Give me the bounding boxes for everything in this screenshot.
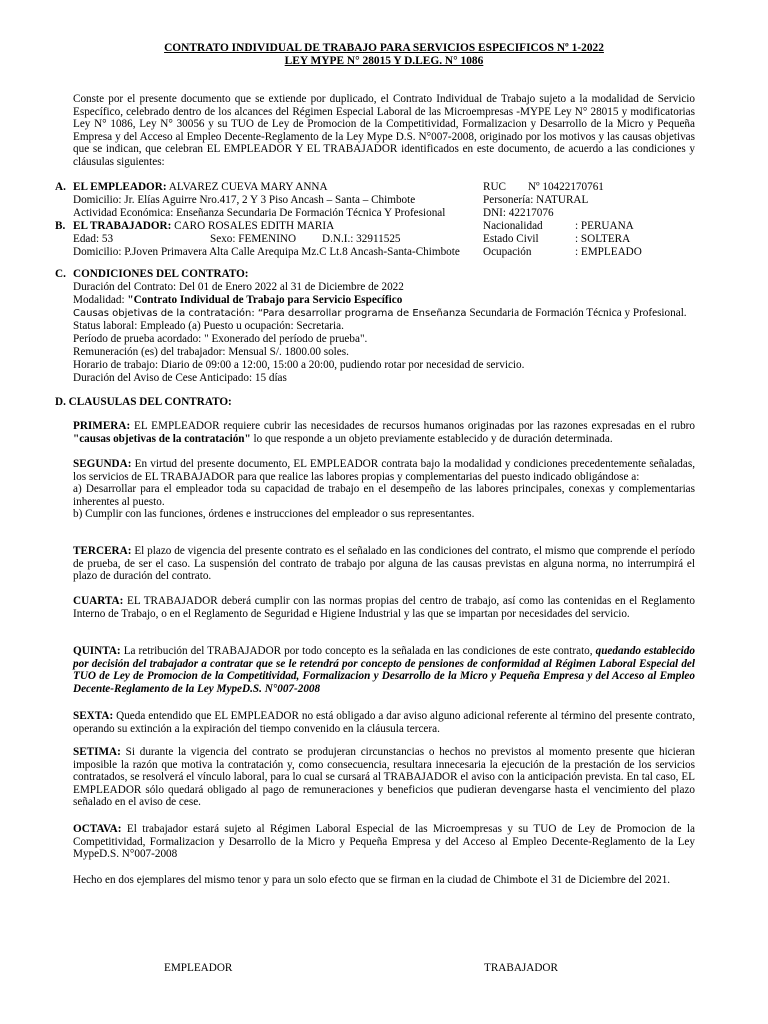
worker-nacionalidad-value: : PERUANA <box>575 220 634 232</box>
worker-name: CARO ROSALES EDITH MARIA <box>171 220 335 232</box>
conditions-heading: CONDICIONES DEL CONTRATO: <box>73 268 249 280</box>
tercera-text: El plazo de vigencia del presente contrato es el señalado en las condiciones del contrato, el mismo que comprende el período de prueba, de ser el caso. La suspensión del contrato de trabajo por alguna de las causas previstas en alguna norma, no interrumpirá el plazo de duración del contrato. <box>73 545 695 583</box>
cond-causas-label: Causas objetivas de la contratación: “Para desarrollar programa de Enseñanza <box>73 308 467 319</box>
worker-ocupacion-value: : EMPLEADO <box>575 246 642 258</box>
worker-domicilio: Domicilio: P.Joven Primavera Alta Calle Arequipa Mz.C Lt.8 Ancash-Santa-Chimbote <box>73 246 460 258</box>
sexta-text: Queda entendido que EL EMPLEADOR no está obligado a dar aviso alguno adicional referente al término del presente contrato, operando su extinción a la expiración del tiempo convenido en la cláusula tercera. <box>73 710 695 735</box>
worker-edad: Edad: 53 <box>73 233 114 245</box>
primera-text-a: EL EMPLEADOR requiere cubrir las necesidades de recursos humanos originadas por las razones expresadas en el rubro <box>130 420 695 432</box>
employer-actividad: Actividad Económica: Enseñanza Secundaria De Formación Técnica Y Profesional <box>73 207 446 219</box>
cond-modalidad-label: Modalidad: <box>73 294 128 306</box>
clause-segunda <box>73 458 695 521</box>
title-line-2: LEY MYPE N° 28015 Y D.LEG. N° 1086 <box>284 54 484 67</box>
intro-paragraph: Conste por el presente documento que se extiende por duplicado, el Contrato Individual de Trabajo sujeto a la modalidad de Servicio Específico, celebrado dentro de los alcances del Régimen Especial Laboral de las Microempresas -MYPE Ley N° 28015 y modificatorias Ley N° 1086, Ley N° 30056 y su TUO de Ley de Promocion de la Competitividad, Formalizacion y Desarrollo de la Micro y Pequeña Empresa y del Acceso al Empleo Decente-Reglamento de la Ley Mype D.S. N°007-2008, originado por los motivos y las causas objetivas que se indican, que celebran EL EMPLEADOR Y EL TRABAJADOR identificados en este documento, de acuerdo a las condiciones y cláusulas siguientes: <box>73 93 695 168</box>
cuarta-text: EL TRABAJADOR deberá cumplir con las normas propias del centro de trabajo, así como las contenidas en el Reglamento Interno de Trabajo, o en el Reglamento de Seguridad e Higiene Industrial y las que se impartan por necesidades del servicio. <box>73 595 695 620</box>
clause-sexta <box>73 710 695 735</box>
employer-personeria: Personería: NATURAL <box>483 194 589 206</box>
cond-causas <box>73 307 687 321</box>
employer-domicilio: Domicilio: Jr. Elías Aguirre Nro.417, 2 Y 3 Piso Ancash – Santa – Chimbote <box>73 194 416 206</box>
worker-nacionalidad-label: Nacionalidad <box>483 220 543 232</box>
primera-label: PRIMERA: <box>73 420 131 432</box>
clauses-heading: D. CLAUSULAS DEL CONTRATO: <box>55 396 232 408</box>
worker-ocupacion-label: Ocupación <box>483 246 532 258</box>
employer-ruc-label: RUC <box>483 181 507 193</box>
sexta-label: SEXTA: <box>73 710 114 722</box>
cond-modalidad <box>73 294 402 307</box>
clause-primera <box>73 420 695 445</box>
worker-sexo: Sexo: FEMENINO <box>210 233 297 245</box>
octava-label: OCTAVA: <box>73 823 122 835</box>
cond-aviso: Duración del Aviso de Cese Anticipado: 15 días <box>73 372 287 384</box>
employer-line <box>73 181 328 194</box>
cond-remuneracion: Remuneración (es) del trabajador: Mensual S/. 1800.00 soles. <box>73 346 349 358</box>
setima-text: Si durante la vigencia del contrato se produjeran circunstancias o hechos no previstos al momento presente que hicieran imposible la razón que motiva la contratación y, como consecuencia, resultara innecesaria la ejecución de la prestación de los servicios contratados, se resolverá el vínculo laboral, para lo cual se cursará al TRABAJADOR el aviso con la anticipación prevista. En tal caso, EL EMPLEADOR sólo quedará obligado al pago de remuneraciones y beneficios que pudieran devengarse hasta el vencimiento del plazo señalado en el aviso de cese. <box>73 746 695 809</box>
closing-statement: Hecho en dos ejemplares del mismo tenor y para un solo efecto que se firman en la ciudad de Chimbote el 31 de Diciembre del 2021. <box>73 874 671 886</box>
employer-heading: EL EMPLEADOR: <box>73 181 167 193</box>
clause-tercera <box>73 545 695 583</box>
signature-empleador: EMPLEADOR <box>164 962 233 974</box>
primera-text-b: lo que responde a un objeto previamente establecido y de duración determinada. <box>250 432 613 445</box>
clause-setima <box>73 746 695 809</box>
octava-text: El trabajador estará sujeto al Régimen Laboral Especial de las Microempresas y su TUO de Ley de Promocion de la Competitividad, Formalizacion y Desarrollo de la Micro y Pequeña Empresa y del Acceso al Empleo Decente-Reglamento de la Ley MypeD.S. N°007-2008 <box>73 823 695 861</box>
section-b-letter: B. <box>55 220 66 232</box>
cond-status: Status laboral: Empleado (a) Puesto u ocupación: Secretaria. <box>73 320 344 332</box>
cond-periodo: Período de prueba acordado: " Exonerado del período de prueba". <box>73 333 368 345</box>
employer-dni: DNI: 42217076 <box>483 207 554 219</box>
section-c-letter: C. <box>55 268 66 280</box>
clause-octava <box>73 823 695 861</box>
contract-title <box>0 42 768 67</box>
worker-line <box>73 220 334 233</box>
clause-quinta <box>73 645 695 695</box>
title-line-1: CONTRATO INDIVIDUAL DE TRABAJO PARA SERVICIOS ESPECIFICOS Nº 1-2022 <box>164 42 604 54</box>
segunda-item-a: a) Desarrollar para el empleador toda su capacidad de trabajo en el desempeño de las labores principales, conexas y complementarias inherentes al puesto. <box>73 483 695 508</box>
setima-label: SETIMA: <box>73 746 121 758</box>
worker-estado-label: Estado Civil <box>483 233 539 245</box>
signature-trabajador: TRABAJADOR <box>484 962 558 974</box>
clause-cuarta <box>73 595 695 620</box>
employer-ruc-value: Nº 10422170761 <box>528 181 604 193</box>
segunda-label: SEGUNDA: <box>73 458 132 470</box>
cuarta-label: CUARTA: <box>73 595 124 607</box>
cond-horario: Horario de trabajo: Diario de 09:00 a 12:00, 15:00 a 20:00, pudiendo rotar por necesidad de servicio. <box>73 359 525 371</box>
worker-heading: EL TRABAJADOR: <box>73 220 172 232</box>
section-a-letter: A. <box>55 181 66 193</box>
worker-estado-value: : SOLTERA <box>575 233 631 245</box>
cond-duracion: Duración del Contrato: Del 01 de Enero 2022 al 31 de Diciembre de 2022 <box>73 281 404 293</box>
segunda-item-b: b) Cumplir con las funciones, órdenes e instrucciones del empleador o sus representantes. <box>73 508 475 521</box>
cond-causas-rest: Secundaria de Formación Técnica y Profesional. <box>466 307 687 319</box>
cond-modalidad-value: "Contrato Individual de Trabajo para Servicio Específico <box>127 294 403 306</box>
quinta-text: La retribución del TRABAJADOR por todo concepto es la señalada en las condiciones de este contrato, <box>120 645 596 657</box>
tercera-label: TERCERA: <box>73 545 132 557</box>
employer-name: ALVAREZ CUEVA MARY ANNA <box>166 181 328 193</box>
quinta-label: QUINTA: <box>73 645 121 657</box>
worker-dni: D.N.I.: 32911525 <box>322 233 401 245</box>
primera-bold: "causas objetivas de la contratación" <box>73 432 251 445</box>
segunda-text: En virtud del presente documento, EL EMPLEADOR contrata bajo la modalidad y condiciones precedentemente señaladas, los servicios de EL TRABAJADOR para que realice las labores propias y complementarias del puesto indicado obligándose a: <box>73 458 695 483</box>
quinta-bold-italic: quedando establecido por decisión del trabajador a contratar que se le retendrá por concepto de pensiones de conformidad al Régimen Laboral Especial del TUO de Ley de Promocion de la Competitividad, Formalizacion y Desarrollo de la Micro y Pequeña Empresa y del Acceso al Empleo Decente-Reglamento de la Ley MypeD.S. N°007-2008 <box>73 645 695 695</box>
